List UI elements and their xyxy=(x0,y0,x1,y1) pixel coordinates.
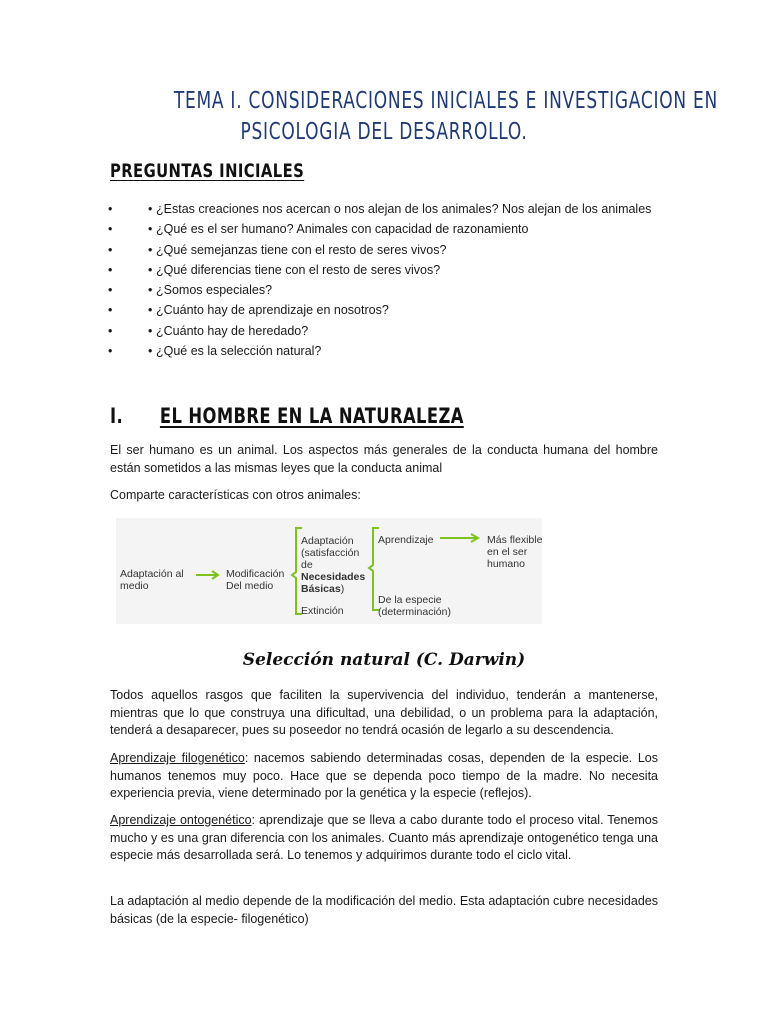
ontogenetico-paragraph: Aprendizaje ontogenético: aprendizaje que se lleva a cabo durante todo el proceso vital. Tenemos mucho y es una gran diferencia con los animales. Cuanto más aprendizaje ontogenético tenga una especie más desarrollada será. Lo tenemos y adquirimos durante todo el ciclo vital. xyxy=(110,813,658,862)
filogenetico-paragraph: Aprendizaje filogenético: nacemos sabiendo determinadas cosas, dependen de la especie. Los humanos tenemos muy poco. Hace que se dependa poco tiempo de la madre. No necesita experiencia previa, viene determinado por la genética y la especie (reflejos). xyxy=(110,751,658,800)
list-item: • • ¿Qué es el ser humano? Animales con capacidad de razonamiento xyxy=(110,222,660,238)
question-text: ¿Estas creaciones nos acercan o nos alejan de los animales? Nos alejan de los animales xyxy=(156,202,652,216)
list-item: • • ¿Qué semejanzas tiene con el resto de seres vivos? xyxy=(110,243,660,259)
list-item: • • ¿Cuánto hay de aprendizaje en nosotros? xyxy=(110,303,660,319)
adaptacion-paragraph: La adaptación al medio depende de la modificación del medio. Esta adaptación cubre necesidades básicas (de la especie- filogenético) xyxy=(110,894,658,926)
section1-paragraph-2: Comparte características con otros animales: xyxy=(110,488,361,502)
node-de-la-especie: De la especie (determinación) xyxy=(378,594,451,618)
question-text: ¿Somos especiales? xyxy=(156,283,273,298)
question-text: ¿Cuánto hay de aprendizaje en nosotros? xyxy=(156,303,389,318)
list-item: • • ¿Estas creaciones nos acercan o nos alejan de los animales? Nos alejan de los animales xyxy=(110,202,660,218)
node-mas-flexible: Más flexible en el ser humano xyxy=(487,534,543,570)
node-modificacion-medio: Modificación Del medio xyxy=(226,568,285,592)
section1-paragraph-1: El ser humano es un animal. Los aspectos más generales de la conducta humana del hombre están sometidos a las mismas leyes que la conducta animal xyxy=(110,443,658,475)
ontogenetico-term: Aprendizaje ontogenético xyxy=(110,813,252,827)
section-number: I. xyxy=(110,404,124,428)
node-extincion: Extinción xyxy=(301,605,344,617)
title-line-1: TEMA I. CONSIDERACIONES INICIALES E INVESTIGACION EN xyxy=(173,88,718,114)
list-item: • • ¿Qué diferencias tiene con el resto de seres vivos? xyxy=(110,263,660,279)
question-text: ¿Qué es la selección natural? xyxy=(156,344,322,359)
questions-list xyxy=(110,202,660,364)
adaptation-diagram xyxy=(116,518,542,624)
preguntas-heading xyxy=(110,160,304,182)
list-item: • • ¿Qué es la selección natural? xyxy=(110,344,660,360)
question-text: ¿Qué semejanzas tiene con el resto de seres vivos? xyxy=(156,242,447,257)
question-text: ¿Cuánto hay de heredado? xyxy=(156,323,309,338)
node-adaptacion-medio: Adaptación al medio xyxy=(120,568,184,592)
document-title xyxy=(100,86,718,148)
seleccion-paragraph-1: Todos aquellos rasgos que faciliten la supervivencia del individuo, tenderán a mantenerse, mientras que lo que construya una dificultad, una debilidad, o un problema para la adaptación, tenderá a desaparecer, pues su poseedor no tendrá ocasión de legarlo a su descendencia. xyxy=(110,688,658,737)
node-aprendizaje: Aprendizaje xyxy=(378,534,434,546)
title-line-2: PSICOLOGIA DEL DESARROLLO. xyxy=(240,119,528,145)
node-adaptacion: Adaptación (satisfacción de Necesidades Básicas) xyxy=(301,535,366,595)
question-text: ¿Qué es el ser humano? Animales con capacidad de razonamiento xyxy=(156,222,529,237)
seleccion-heading: Selección natural (C. Darwin) xyxy=(242,650,526,670)
section1-heading-text: EL HOMBRE EN LA NATURALEZA xyxy=(159,404,464,428)
list-item: • • ¿Cuánto hay de heredado? xyxy=(110,324,660,340)
question-text: ¿Qué diferencias tiene con el resto de seres vivos? xyxy=(156,262,441,277)
list-item: • • ¿Somos especiales? xyxy=(110,283,660,299)
preguntas-heading-text: PREGUNTAS INICIALES xyxy=(110,160,305,182)
filogenetico-term: Aprendizaje filogenético xyxy=(110,751,245,765)
section1-heading xyxy=(110,404,464,428)
